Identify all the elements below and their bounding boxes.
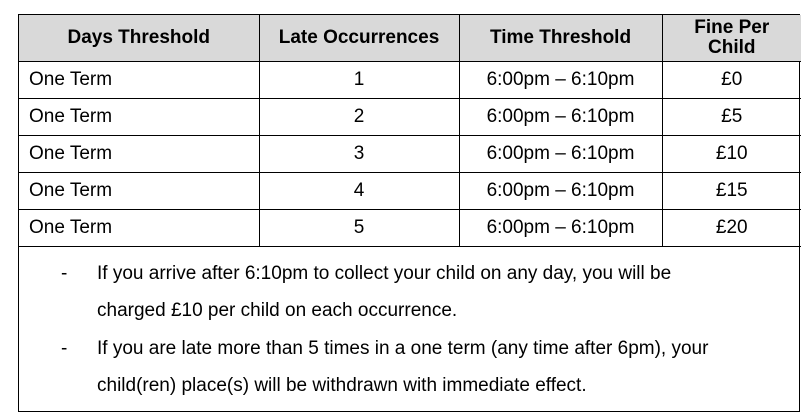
table-row bbox=[19, 136, 801, 173]
cell-days: One Term bbox=[19, 136, 259, 173]
late-fines-document bbox=[18, 14, 800, 412]
note-item bbox=[19, 255, 799, 329]
cell-time: 6:00pm – 6:10pm bbox=[459, 62, 662, 99]
header-time-threshold: Time Threshold bbox=[459, 15, 662, 62]
note-text bbox=[97, 330, 799, 404]
table-row bbox=[19, 62, 801, 99]
late-fines-table bbox=[19, 15, 801, 247]
header-days-threshold: Days Threshold bbox=[19, 15, 259, 62]
table-header-row bbox=[19, 15, 801, 62]
header-fine-per-child bbox=[662, 15, 801, 62]
header-fine-line1: Fine Per bbox=[694, 17, 770, 38]
note-bullet: - bbox=[61, 338, 68, 359]
cell-fine: £10 bbox=[662, 136, 801, 173]
note-bullet: - bbox=[61, 263, 68, 284]
table-row bbox=[19, 173, 801, 210]
cell-days: One Term bbox=[19, 99, 259, 136]
cell-fine: £20 bbox=[662, 210, 801, 247]
cell-time: 6:00pm – 6:10pm bbox=[459, 210, 662, 247]
note-text bbox=[97, 255, 799, 329]
cell-days: One Term bbox=[19, 173, 259, 210]
cell-fine: £0 bbox=[662, 62, 801, 99]
cell-fine: £15 bbox=[662, 173, 801, 210]
header-fine-line2: Child bbox=[708, 37, 756, 58]
note-item bbox=[19, 330, 799, 404]
cell-late: 3 bbox=[259, 136, 459, 173]
cell-late: 4 bbox=[259, 173, 459, 210]
cell-time: 6:00pm – 6:10pm bbox=[459, 136, 662, 173]
note-line: If you are late more than 5 times in a one term (any time after 6pm), your bbox=[97, 338, 709, 359]
cell-time: 6:00pm – 6:10pm bbox=[459, 99, 662, 136]
table-row bbox=[19, 99, 801, 136]
cell-days: One Term bbox=[19, 62, 259, 99]
cell-late: 1 bbox=[259, 62, 459, 99]
cell-days: One Term bbox=[19, 210, 259, 247]
table-row bbox=[19, 210, 801, 247]
cell-late: 5 bbox=[259, 210, 459, 247]
header-late-occurrences: Late Occurrences bbox=[259, 15, 459, 62]
cell-fine: £5 bbox=[662, 99, 801, 136]
cell-late: 2 bbox=[259, 99, 459, 136]
note-line: child(ren) place(s) will be withdrawn with immediate effect. bbox=[97, 375, 587, 396]
note-line: If you arrive after 6:10pm to collect your child on any day, you will be bbox=[97, 263, 672, 284]
notes-section bbox=[19, 247, 799, 411]
cell-time: 6:00pm – 6:10pm bbox=[459, 173, 662, 210]
note-line: charged £10 per child on each occurrence. bbox=[97, 300, 458, 321]
